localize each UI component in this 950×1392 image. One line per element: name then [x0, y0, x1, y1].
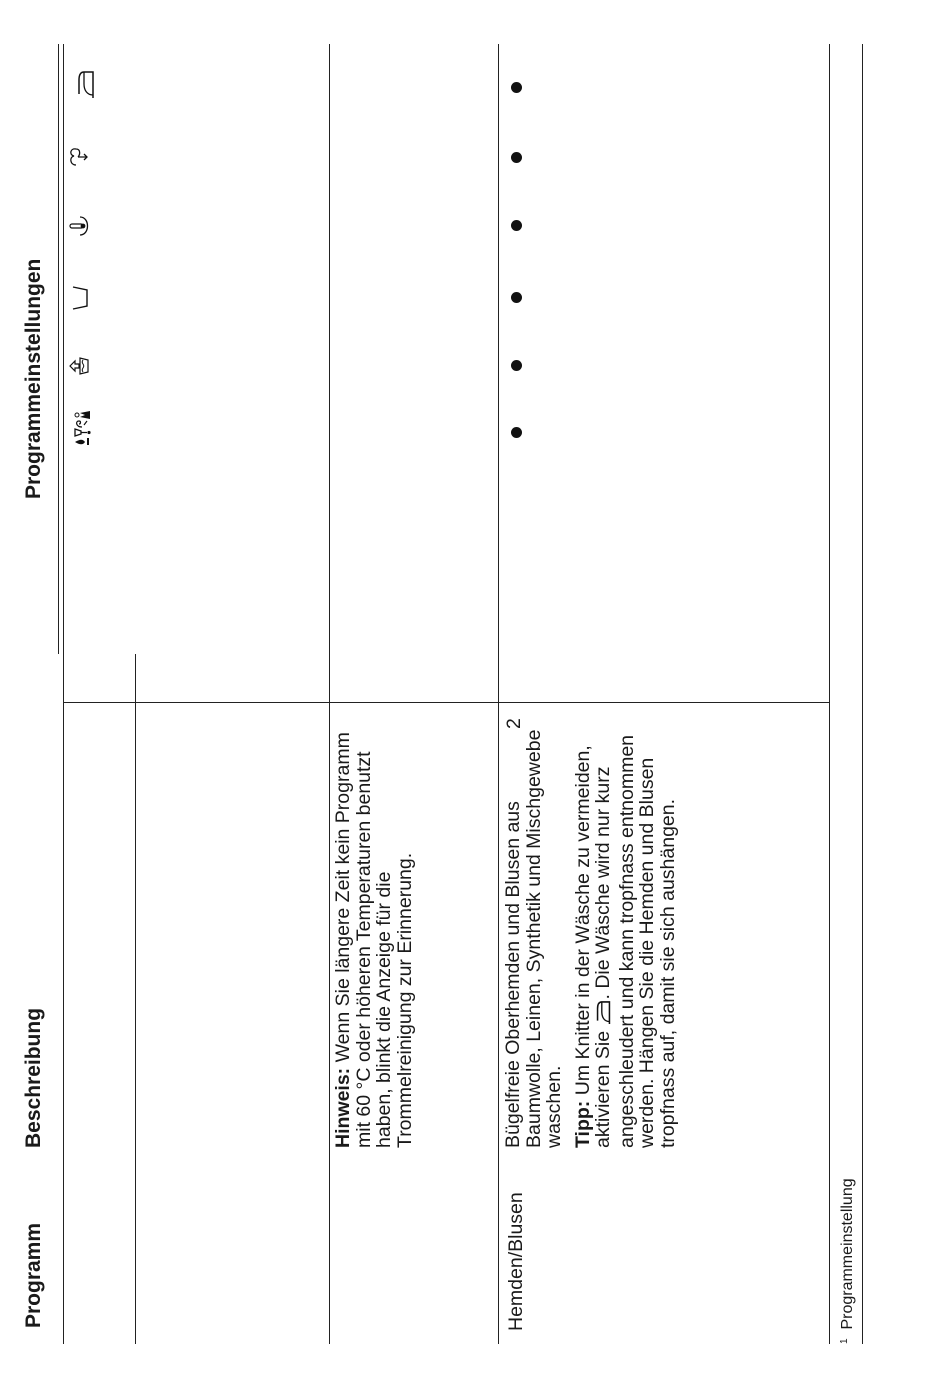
table-top-rule — [63, 44, 64, 1344]
tip-text-before: Um Knitter in der Wäsche zu vermeiden, aktivieren Sie — [571, 745, 614, 1148]
iron-icon — [76, 70, 96, 100]
dot-multi-symbol — [511, 427, 522, 438]
table-bottom-rule — [829, 44, 830, 1344]
row-rule-1 — [329, 44, 330, 1344]
pre-wash-icon — [68, 355, 90, 377]
row-rule-2 — [498, 44, 499, 1344]
wash-tub-icon — [70, 285, 90, 311]
column-divider — [63, 702, 829, 703]
footnote-rule — [862, 44, 863, 1344]
footnote — [839, 1178, 857, 1344]
multi-symbol-icon — [72, 410, 94, 446]
dot-iron — [511, 82, 522, 93]
row-2-program — [506, 1191, 527, 1331]
hint-paragraph — [333, 718, 415, 1148]
spin-icon — [66, 145, 90, 169]
header-rule-right — [58, 44, 59, 654]
footnote-marker: 1 — [839, 1338, 850, 1344]
tip-iron-icon — [595, 1000, 617, 1026]
dot-wash-tub — [511, 292, 522, 303]
footnote-text: Programmeinstellung — [839, 1178, 856, 1330]
dot-pre-wash — [511, 360, 522, 371]
tip-label: Tipp: — [571, 1100, 594, 1148]
row-1-description — [333, 718, 415, 1148]
temperature-icon — [68, 215, 92, 237]
program-name: Hemden/Blusen — [505, 1192, 527, 1331]
dot-temperature — [511, 220, 522, 231]
dot-spin — [511, 152, 522, 163]
header-beschreibung: Beschreibung — [22, 1007, 45, 1148]
header-programm: Programm — [22, 1222, 45, 1328]
header-programmeinstellungen: Programmeinstellungen — [22, 258, 45, 499]
tip-text-after: . Die Wäsche wird nur kurz angeschleudert und kann tropfnass entnommen werden. Hängen Sie die Hemden und Blusen tropfnass auf, damit sie sich aushängen. — [592, 734, 679, 1148]
description-paragraph: Bügelfreie Oberhemden und Blusen aus Baumwolle, Leinen, Synthetik und Mischgewebe waschen. — [502, 729, 565, 1148]
tip-paragraph — [573, 708, 679, 1148]
row-2-number: 2 — [503, 718, 525, 729]
hint-label: Hinweis: — [332, 1067, 354, 1148]
hint-text: Wenn Sie längere Zeit kein Programm mit 60 °C oder höheren Temperaturen benutzt haben, blinkt die Anzeige für die Trommelreinigung zur Erinnerung. — [332, 732, 416, 1148]
row-2-description — [503, 708, 678, 1148]
header-rule — [135, 654, 136, 1344]
